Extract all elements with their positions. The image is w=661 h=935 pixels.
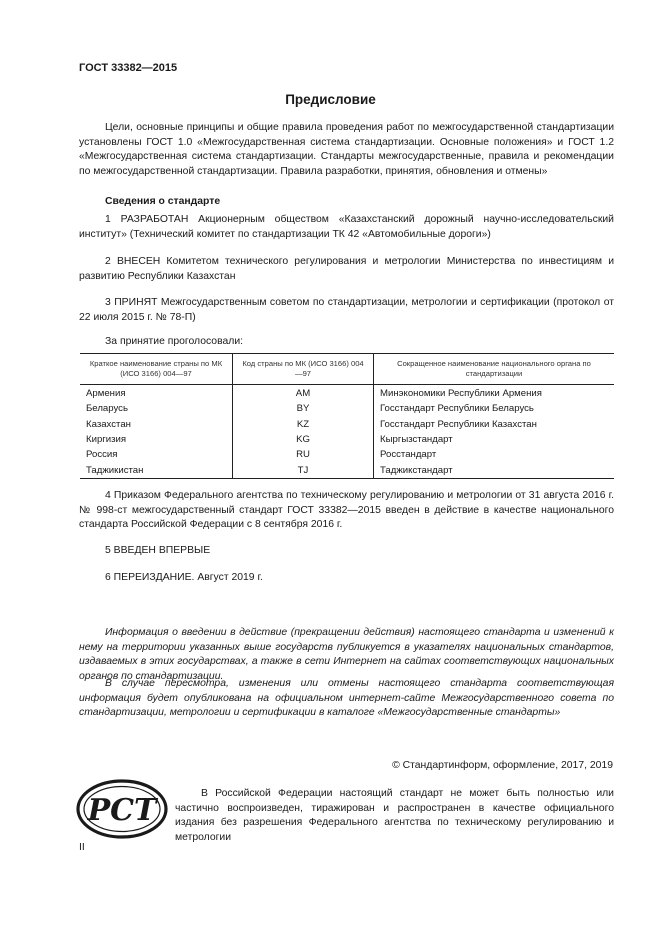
- standard-id: ГОСТ 33382—2015: [79, 62, 178, 74]
- table-row: [80, 462, 614, 478]
- item-6: [79, 571, 614, 586]
- cell-body: Росстандарт: [374, 447, 615, 462]
- table-row: [80, 401, 614, 416]
- table-header-code: Код страны по МК (ИСО 3166) 004—97: [233, 354, 374, 385]
- table-header-row: [80, 354, 614, 385]
- intro-text: Цели, основные принципы и общие правила проведения работ по межгосударственной стандартизации установлены ГОСТ 1.0 «Межгосударственная система стандартизации. Основные положения» и ГОСТ 1.2 «Межгосударственная система стандартизации. Стандарты межгосударственные, правила и рекомендации по межгосударственной стандартизации. Правила разработки, принятия, обновления и отмены»: [79, 122, 614, 177]
- cell-code: AM: [233, 385, 374, 402]
- table-header-country: Краткое наименование страны по МК (ИСО 3166) 004—97: [80, 354, 233, 385]
- cell-country: Армения: [86, 388, 126, 400]
- note-2-text: В случае пересмотра, изменения или отмены настоящего стандарта соответствующая информация будет опубликована на официальном интернет-сайте Межгосударственного совета по стандартизации, метрологии и сертификации в каталоге «Межгосударственные стандарты»: [79, 678, 614, 719]
- item-1-text: 1 РАЗРАБОТАН Акционерным обществом «Казахстанский дорожный научно-исследовательский институт» (Технический комитет по стандартизации ТК 42 «Автомобильные дороги»): [79, 214, 614, 240]
- notice-text: В Российской Федерации настоящий стандарт не может быть полностью или частично воспроизведен, тиражирован и распространен в качестве официального издания без разрешения Федерального агентства по техническому регулированию и метрологии: [175, 788, 614, 843]
- note-2: [79, 677, 614, 721]
- cell-body: Кыргызстандарт: [374, 432, 615, 447]
- cell-code: KG: [233, 432, 374, 447]
- table-row: [80, 447, 614, 462]
- item-2: [79, 255, 614, 284]
- intro-paragraph: [79, 121, 614, 179]
- cell-country: Казахстан: [86, 418, 131, 430]
- table-row: [80, 432, 614, 447]
- rst-certification-logo-icon: [76, 779, 168, 839]
- page-number: II: [79, 842, 85, 853]
- cell-body: Минэкономики Республики Армения: [374, 385, 615, 402]
- page-title: Предисловие: [285, 92, 376, 107]
- table-header-body: Сокращенное наименование национального органа по стандартизации: [374, 354, 615, 385]
- item-5-text: 5 ВВЕДЕН ВПЕРВЫЕ: [105, 545, 211, 556]
- item-6-text: 6 ПЕРЕИЗДАНИЕ. Август 2019 г.: [105, 572, 263, 583]
- item-4: [79, 489, 614, 533]
- item-1: [79, 213, 614, 242]
- item-3: [79, 296, 614, 325]
- item-2-text: 2 ВНЕСЕН Комитетом технического регулирования и метрологии Министерства по инвестициям и развитию Республики Казахстан: [79, 256, 614, 282]
- cell-body: Таджикстандарт: [374, 462, 615, 478]
- vote-label: [79, 335, 614, 350]
- cell-country: Россия: [86, 449, 118, 461]
- vote-label-text: За принятие проголосовали:: [105, 336, 244, 347]
- item-3-text: 3 ПРИНЯТ Межгосударственным советом по стандартизации, метрологии и сертификации (протокол от 22 июля 2015 г. № 78-П): [79, 297, 614, 323]
- reproduction-notice: [175, 787, 614, 845]
- cell-country: Беларусь: [86, 403, 128, 415]
- votes-table: [80, 353, 614, 479]
- table-row: [80, 385, 614, 402]
- section-title: Сведения о стандарте: [105, 196, 221, 207]
- cell-code: KZ: [233, 417, 374, 432]
- cell-country: Таджикистан: [80, 462, 233, 478]
- table-row: [80, 417, 614, 432]
- cell-code: BY: [233, 401, 374, 416]
- cell-code: RU: [233, 447, 374, 462]
- item-4-text: 4 Приказом Федерального агентства по техническому регулированию и метрологии от 31 августа 2016 г. № 998-ст межгосударственный стандарт ГОСТ 33382—2015 введен в действие в качестве национального стандарта Российской Федерации с 8 сентября 2016 г.: [79, 490, 614, 531]
- cell-body: Госстандарт Республики Беларусь: [374, 401, 615, 416]
- note-1: [79, 626, 614, 684]
- cell-code: TJ: [233, 462, 374, 478]
- note-1-text: Информация о введении в действие (прекращении действия) настоящего стандарта и изменений к нему на территории указанных выше государств публикуется в указателях национальных стандартов, издаваемых в этих государствах, а также в сети Интернет на сайтах соответствующих национальных органов по стандартизации.: [79, 627, 614, 682]
- cell-country: Киргизия: [86, 434, 127, 446]
- copyright: © Стандартинформ, оформление, 2017, 2019: [392, 760, 613, 771]
- logo-text: РСТ: [87, 793, 157, 828]
- item-5: [79, 544, 614, 559]
- cell-body: Госстандарт Республики Казахстан: [374, 417, 615, 432]
